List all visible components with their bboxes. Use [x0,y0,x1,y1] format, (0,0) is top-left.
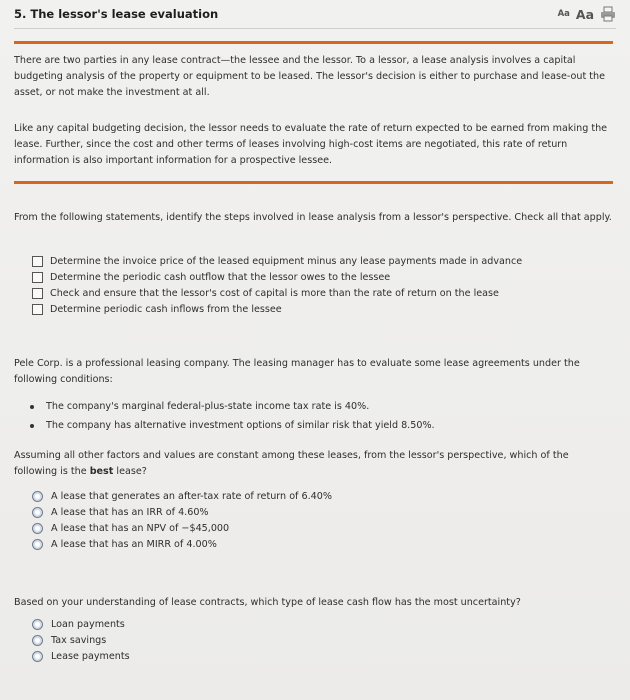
q2-option[interactable] [32,488,332,504]
header-divider [14,28,616,29]
q2-prompt-end: lease? [113,466,147,477]
q1-option[interactable] [32,269,522,285]
q3-option[interactable] [32,632,130,648]
q3-options [32,616,130,664]
q2-option-label: A lease that has an NPV of −$45,000 [51,522,230,534]
checkbox[interactable] [32,256,43,267]
question-title: 5. The lessor's lease evaluation [14,7,219,21]
q2-prompt-start: Assuming all other factors and values are constant among these leases, from the lessor's perspective, which of the following is the [14,450,569,477]
checkbox[interactable] [32,272,43,283]
font-decrease-button[interactable]: Aa [557,9,570,19]
q2-option[interactable] [32,536,332,552]
q3-option[interactable] [32,648,130,664]
condition-text: The company's marginal federal-plus-state income tax rate is 40%. [46,401,370,412]
q3-prompt: Based on your understanding of lease contracts, which type of lease cash flow has the most uncertainty? [14,597,521,608]
header-tools [558,5,616,23]
radio-button[interactable] [32,651,43,662]
q1-option-label: Check and ensure that the lessor's cost of capital is more than the rate of return on the lease [50,287,499,299]
bullet-icon [30,424,34,428]
intro-paragraph-2: Like any capital budgeting decision, the lessor needs to evaluate the rate of return expected to be earned from making the lease. Further, since the cost and other terms of leases involving high-cost items are negotiated, this rate of return information is also important information for a prospective lessee. [14,123,608,166]
section-divider-top [14,41,613,44]
list-item [30,416,435,435]
list-item [30,397,435,416]
q2-option[interactable] [32,520,332,536]
q1-option-label: Determine the periodic cash outflow that the lessor owes to the lessee [50,271,391,283]
print-icon[interactable] [600,6,616,22]
q1-option-label: Determine the invoice price of the leased equipment minus any lease payments made in advance [50,255,523,267]
scenario-text: Pele Corp. is a professional leasing company. The leasing manager has to evaluate some lease agreements under the following conditions: [14,358,580,385]
q2-option[interactable] [32,504,332,520]
q2-option-label: A lease that has an MIRR of 4.00% [51,538,217,550]
radio-button[interactable] [32,635,43,646]
q3-option-label: Tax savings [51,634,107,646]
q1-option[interactable] [32,285,522,301]
q1-option[interactable] [32,253,522,269]
radio-button[interactable] [32,619,43,630]
q3-option-label: Loan payments [51,618,125,630]
q2-prompt-emphasis: best [89,466,114,477]
q2-option-label: A lease that has an IRR of 4.60% [51,506,209,518]
scenario-conditions [30,397,435,435]
question-header [14,5,616,25]
font-increase-button[interactable]: Aa [575,6,594,22]
radio-button[interactable] [32,507,43,518]
q3-option[interactable] [32,616,130,632]
q2-prompt [14,448,614,480]
q1-options [32,253,522,317]
section-divider-bottom [14,181,613,184]
radio-button[interactable] [32,539,43,550]
radio-button[interactable] [32,523,43,534]
q1-option-label: Determine periodic cash inflows from the lessee [50,303,282,315]
q3-option-label: Lease payments [51,650,130,662]
checkbox[interactable] [32,288,43,299]
checkbox[interactable] [32,304,43,315]
q1-prompt: From the following statements, identify the steps involved in lease analysis from a lessor's perspective. Check all that apply. [14,212,612,223]
q2-option-label: A lease that generates an after-tax rate of return of 6.40% [51,490,332,502]
q2-options [32,488,332,552]
q1-option[interactable] [32,301,522,317]
intro-paragraph-1: There are two parties in any lease contract—the lessee and the lessor. To a lessor, a lease analysis involves a capital budgeting analysis of the property or equipment to be leased. The lessor's decision is either to purchase and lease-out the asset, or not make the investment at all. [14,55,606,98]
bullet-icon [30,405,34,409]
condition-text: The company has alternative investment options of similar risk that yield 8.50%. [46,420,435,431]
radio-button[interactable] [32,491,43,502]
